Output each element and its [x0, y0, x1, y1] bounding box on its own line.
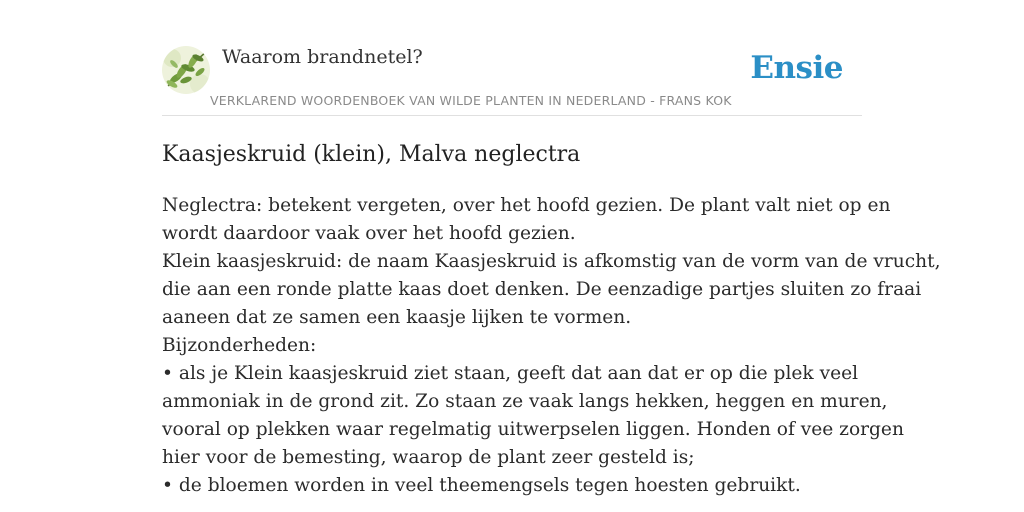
brand-logo[interactable]: Ensie [750, 50, 843, 86]
body-line: hier voor de bemesting, waarop de plant zeer gesteld is; [162, 447, 695, 468]
body-line: wordt daardoor vaak over het hoofd gezien. [162, 223, 576, 244]
source-title[interactable]: Waarom brandnetel? [222, 46, 423, 68]
entry-body [162, 192, 941, 500]
source-subtitle[interactable]: VERKLAREND WOORDENBOEK VAN WILDE PLANTEN IN NEDERLAND - FRANS KOK [210, 93, 732, 108]
body-line: Bijzonderheden: [162, 335, 317, 356]
entry-title: Kaasjeskruid (klein), Malva neglectra [162, 142, 581, 167]
body-line: aaneen dat ze samen een kaasje lijken te vormen. [162, 307, 632, 328]
body-line: ammoniak in de grond zit. Zo staan ze vaak langs hekken, heggen en muren, [162, 391, 888, 412]
body-line: Klein kaasjeskruid: de naam Kaasjeskruid is afkomstig van de vorm van de vrucht, [162, 251, 941, 272]
body-line: • de bloemen worden in veel theemengsels tegen hoesten gebruikt. [162, 475, 801, 496]
entry-card [162, 40, 941, 500]
body-line: vooral op plekken waar regelmatig uitwerpselen liggen. Honden of vee zorgen [162, 419, 904, 440]
body-line: die aan een ronde platte kaas doet denken. De eenzadige partjes sluiten zo fraai [162, 279, 922, 300]
leaf-icon[interactable] [162, 46, 210, 94]
body-line: • als je Klein kaasjeskruid ziet staan, geeft dat aan dat er op die plek veel [162, 363, 859, 384]
source-header [162, 40, 862, 116]
body-line: Neglectra: betekent vergeten, over het hoofd gezien. De plant valt niet op en [162, 195, 891, 216]
